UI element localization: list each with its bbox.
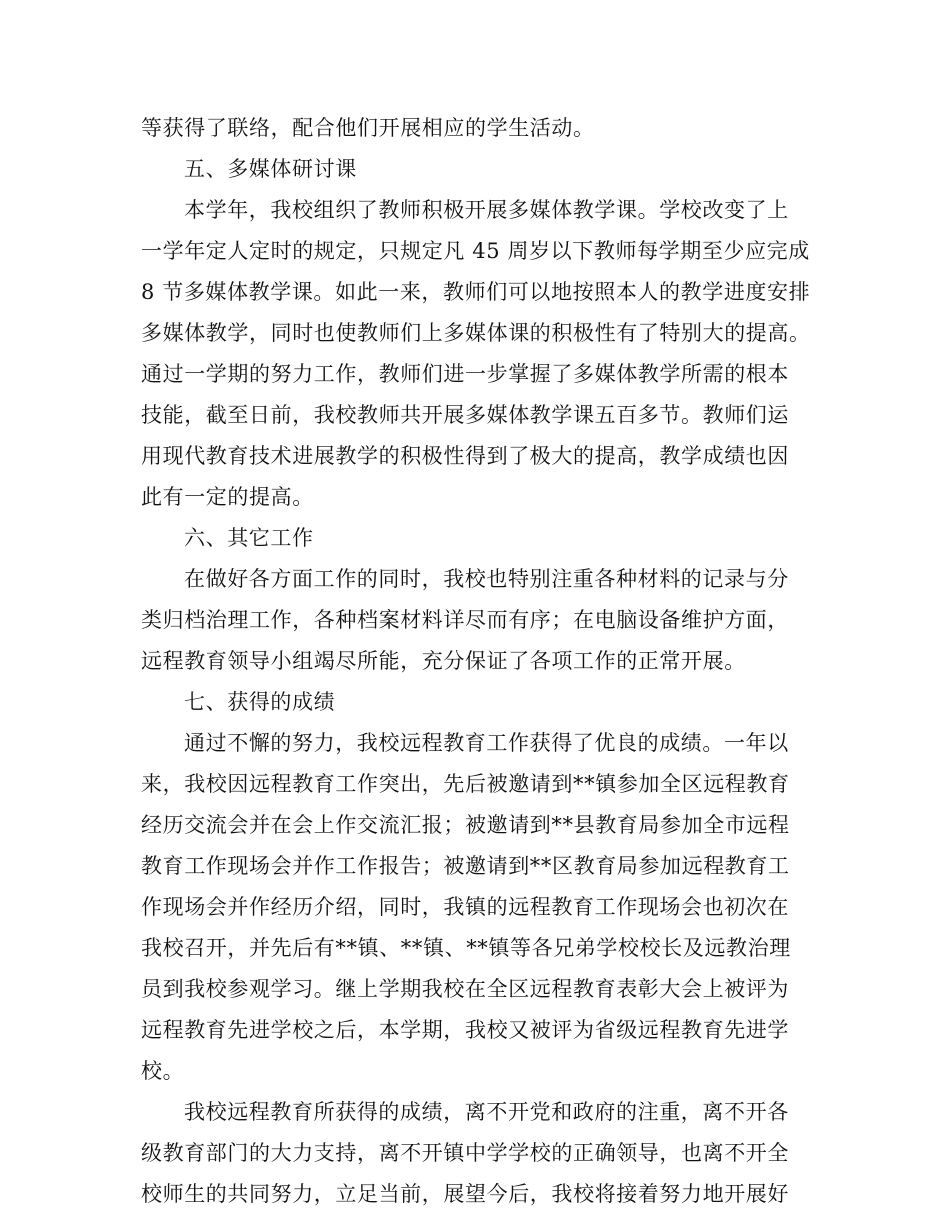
body-line: 类归档治理工作，各种档案材料详尽而有序；在电脑设备维护方面， — [141, 608, 789, 632]
body-line: 员到我校参观学习。继上学期我校在全区远程教育表彰大会上被评为 — [141, 977, 789, 1001]
body-line: 远程教育先进学校之后，本学期，我校又被评为省级远程教育先进学 — [141, 1018, 789, 1042]
body-line: 等获得了联络，配合他们开展相应的学生活动。 — [141, 116, 595, 140]
body-line: 本学年，我校组织了教师积极开展多媒体教学课。学校改变了上 — [184, 198, 789, 222]
body-line: 作现场会并作经历介绍，同时，我镇的远程教育工作现场会也初次在 — [141, 895, 789, 919]
body-line: 来，我校因远程教育工作突出，先后被邀请到**镇参加全区远程教育 — [141, 772, 790, 796]
body-line: 远程教育领导小组竭尽所能，充分保证了各项工作的正常开展。 — [141, 649, 746, 673]
document-body — [141, 108, 831, 1215]
section-heading: 五、多媒体研讨课 — [184, 157, 357, 181]
body-line: 一学年定人定时的规定，只规定凡 45 周岁以下教师每学期至少应完成 — [141, 239, 810, 263]
body-line: 我校远程教育所获得的成绩，离不开党和政府的注重，离不开各 — [184, 1100, 789, 1124]
body-line: 多媒体教学，同时也使教师们上多媒体课的积极性有了特别大的提高。 — [141, 321, 811, 345]
body-line: 级教育部门的大力支持，离不开镇中学学校的正确领导，也离不开全 — [141, 1141, 789, 1165]
body-line: 通过一学期的努力工作，教师们进一步掌握了多媒体教学所需的根本 — [141, 362, 789, 386]
body-line: 技能，截至日前，我校教师共开展多媒体教学课五百多节。教师们运 — [141, 403, 789, 427]
body-line: 经历交流会并在会上作交流汇报；被邀请到**县教育局参加全市远程 — [141, 813, 790, 837]
body-line: 此有一定的提高。 — [141, 485, 314, 509]
body-line: 校师生的共同努力，立足当前，展望今后，我校将接着努力地开展好 — [141, 1182, 789, 1206]
body-line: 用现代教育技术进展教学的积极性得到了极大的提高，教学成绩也因 — [141, 444, 789, 468]
body-line: 在做好各方面工作的同时，我校也特别注重各种材料的记录与分 — [184, 567, 789, 591]
section-heading: 七、获得的成绩 — [184, 690, 336, 714]
body-line: 通过不懈的努力，我校远程教育工作获得了优良的成绩。一年以 — [184, 731, 789, 755]
body-line: 8 节多媒体教学课。如此一来，教师们可以地按照本人的教学进度安排 — [141, 280, 811, 304]
body-line: 我校召开，并先后有**镇、**镇、**镇等各兄弟学校校长及远教治理 — [141, 936, 791, 960]
body-line: 教育工作现场会并作工作报告；被邀请到**区教育局参加远程教育工 — [141, 854, 790, 878]
section-heading: 六、其它工作 — [184, 526, 314, 550]
body-line: 校。 — [141, 1059, 185, 1083]
